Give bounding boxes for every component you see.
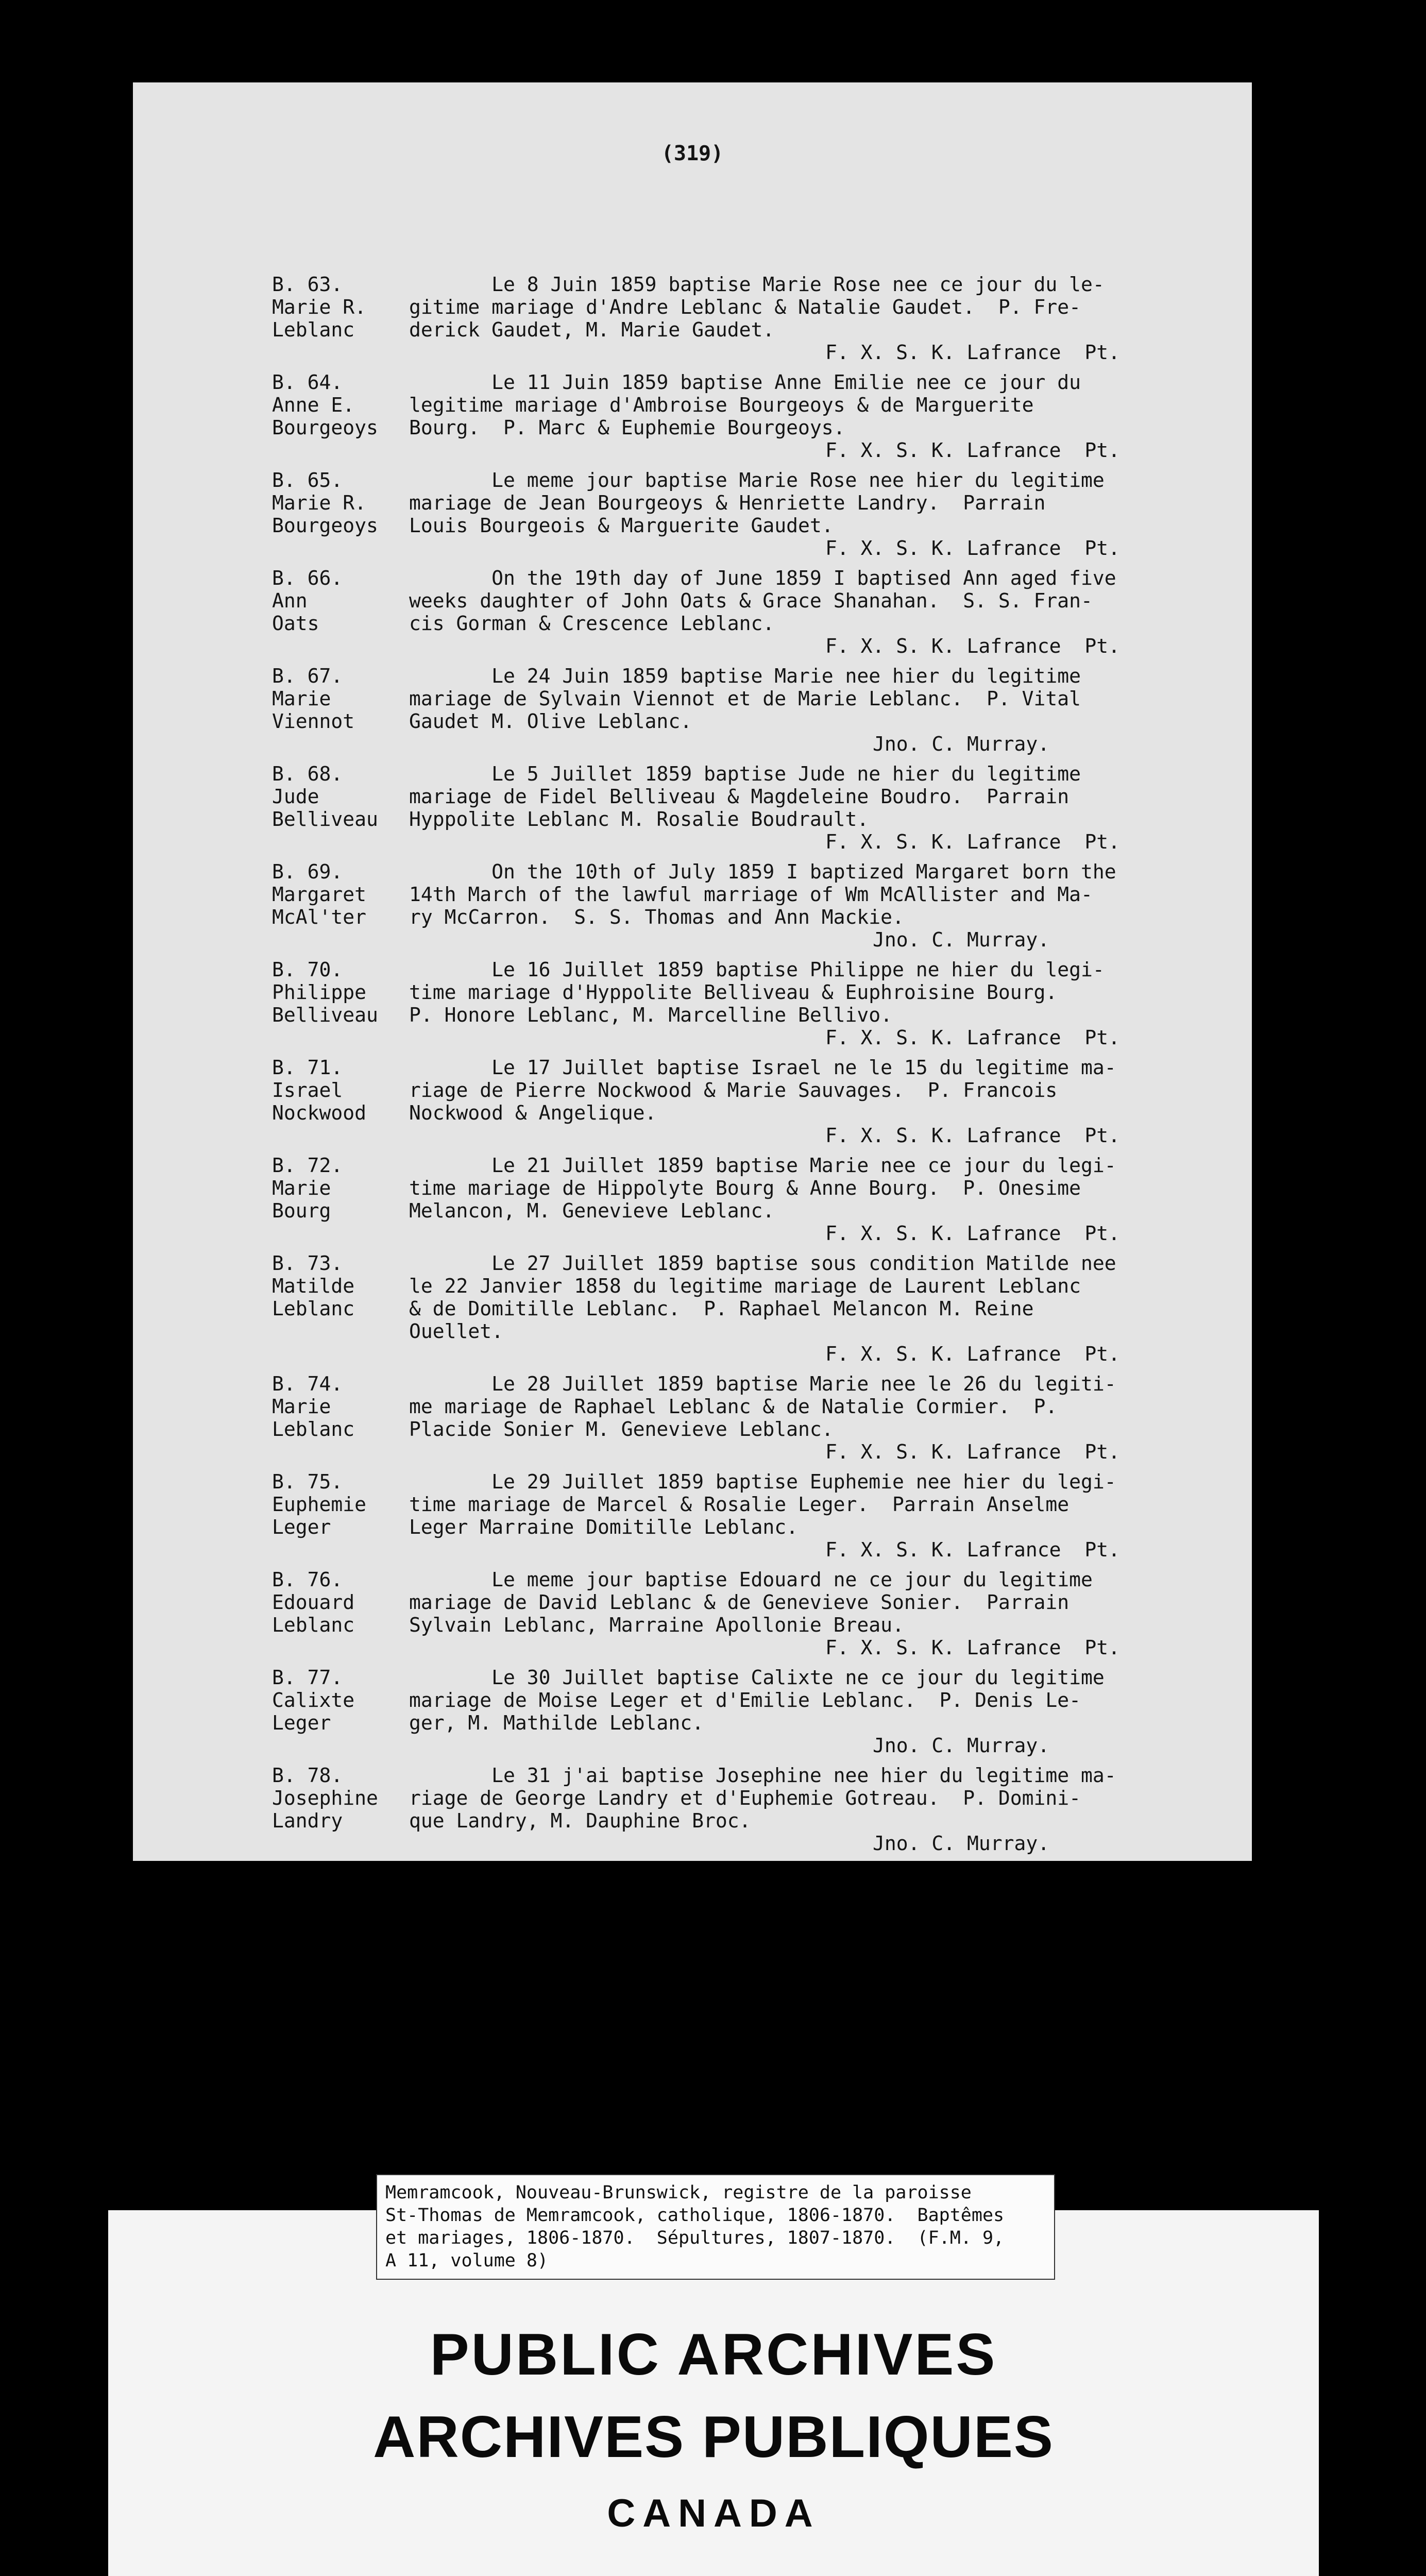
stamp-public-archives: PUBLIC ARCHIVES xyxy=(430,2322,997,2387)
entry-text: Le 8 Juin 1859 baptise Marie Rose nee ce jour du le- gitime mariage d'Andre Leblanc & Natalie Gaudet. P. Fre- derick Gaudet, M. Marie Gaudet. xyxy=(409,273,1105,341)
entry-text: On the 10th of July 1859 I baptized Margaret born the 14th March of the lawful marriage of Wm McAllister and Ma- ry McCarron. S. S. Thomas and Ann Mackie. xyxy=(409,860,1116,928)
stamp-canada: CANADA xyxy=(607,2492,820,2535)
entry-text: Le 31 j'ai baptise Josephine nee hier du legitime ma- riage de George Landry et d'Euphemie Gotreau. P. Domini- que Landry, M. Dauphine Broc. xyxy=(409,1764,1116,1832)
entry-signature: Jno. C. Murray. xyxy=(873,1734,1050,1757)
entry-text: Le 28 Juillet 1859 baptise Marie nee le 26 du legiti- me mariage de Raphael Leblanc & de Natalie Cormier. P. Placide Sonier M. Genevieve Leblanc. xyxy=(409,1372,1116,1440)
entry-signature: F. X. S. K. Lafrance Pt. xyxy=(825,1026,1120,1049)
entry-margin-note: B. 71. Israel Nockwood xyxy=(272,1056,367,1124)
entry-body xyxy=(409,1666,1241,1757)
baptism-entry xyxy=(272,273,1241,364)
baptism-entry xyxy=(272,1764,1241,1855)
entry-text: Le 17 Juillet baptise Israel ne le 15 du legitime ma- riage de Pierre Nockwood & Marie Sauvages. P. Francois Nockwood & Angelique. xyxy=(409,1056,1116,1124)
stamp-archives-publiques: ARCHIVES PUBLIQUES xyxy=(373,2404,1054,2470)
entry-margin-note: B. 78. Josephine Landry xyxy=(272,1764,378,1832)
entry-text: Le 24 Juin 1859 baptise Marie nee hier du legitime mariage de Sylvain Viennot et de Marie Leblanc. P. Vital Gaudet M. Olive Leblanc. xyxy=(409,665,1081,733)
baptism-entry xyxy=(272,665,1241,755)
entry-margin-note: B. 66. Ann Oats xyxy=(272,567,343,635)
entry-signature: F. X. S. K. Lafrance Pt. xyxy=(825,1440,1120,1463)
entry-margin-note: B. 70. Philippe Belliveau xyxy=(272,958,378,1026)
entry-margin-note: B. 74. Marie Leblanc xyxy=(272,1372,355,1440)
baptism-entries xyxy=(272,273,1241,1861)
entry-margin-note: B. 77. Calixte Leger xyxy=(272,1666,355,1734)
baptism-entry xyxy=(272,469,1241,560)
baptism-entry xyxy=(272,1154,1241,1245)
baptism-entry xyxy=(272,958,1241,1049)
entry-body xyxy=(409,762,1241,853)
entry-text: Le 16 Juillet 1859 baptise Philippe ne hier du legi- time mariage d'Hyppolite Belliveau & Euphroisine Bourg. P. Honore Leblanc, M. Marcelline Bellivo. xyxy=(409,958,1105,1026)
entry-signature: F. X. S. K. Lafrance Pt. xyxy=(825,1343,1120,1365)
entry-body xyxy=(409,1764,1241,1855)
entry-text: Le 30 Juillet baptise Calixte ne ce jour du legitime mariage de Moise Leger et d'Emilie Leblanc. P. Denis Le- ger, M. Mathilde Leblanc. xyxy=(409,1666,1105,1734)
entry-text: On the 19th day of June 1859 I baptised Ann aged five weeks daughter of John Oats & Grace Shanahan. S. S. Fran- cis Gorman & Crescence Leblanc. xyxy=(409,567,1116,635)
entry-signature: Jno. C. Murray. xyxy=(873,928,1050,951)
entry-text: Le 29 Juillet 1859 baptise Euphemie nee hier du legi- time mariage de Marcel & Rosalie Leger. Parrain Anselme Leger Marraine Domitille Leblanc. xyxy=(409,1470,1116,1538)
entry-signature: Jno. C. Murray. xyxy=(873,1832,1050,1855)
entry-signature: F. X. S. K. Lafrance Pt. xyxy=(825,537,1120,560)
entry-signature: F. X. S. K. Lafrance Pt. xyxy=(825,635,1120,657)
entry-margin-note: B. 72. Marie Bourg xyxy=(272,1154,343,1222)
entry-body xyxy=(409,273,1241,364)
entry-margin-note: B. 69. Margaret McAl'ter xyxy=(272,860,367,928)
entry-signature: Jno. C. Murray. xyxy=(873,733,1050,755)
entry-signature: F. X. S. K. Lafrance Pt. xyxy=(825,1538,1120,1561)
entry-signature: F. X. S. K. Lafrance Pt. xyxy=(825,439,1120,462)
entry-margin-note: B. 73. Matilde Leblanc xyxy=(272,1252,355,1320)
entry-margin-note: B. 75. Euphemie Leger xyxy=(272,1470,367,1538)
entry-body xyxy=(409,1252,1241,1365)
entry-body xyxy=(409,371,1241,462)
entry-text: Le meme jour baptise Edouard ne ce jour du legitime mariage de David Leblanc & de Genevieve Sonier. Parrain Sylvain Leblanc, Marraine Apollonie Breau. xyxy=(409,1568,1093,1636)
entry-body xyxy=(409,1154,1241,1245)
baptism-entry xyxy=(272,567,1241,657)
entry-margin-note: B. 65. Marie R. Bourgeoys xyxy=(272,469,378,537)
baptism-entry xyxy=(272,1056,1241,1147)
entry-text: Le meme jour baptise Marie Rose nee hier du legitime mariage de Jean Bourgeoys & Henriette Landry. Parrain Louis Bourgeois & Marguerite Gaudet. xyxy=(409,469,1105,537)
entry-text: Le 27 Juillet 1859 baptise sous condition Matilde nee le 22 Janvier 1858 du legitime mariage de Laurent Leblanc & de Domitille Leblanc. P. Raphael Melancon M. Reine Ouellet. xyxy=(409,1252,1116,1343)
baptism-entry xyxy=(272,1666,1241,1757)
entry-margin-note: B. 63. Marie R. Leblanc xyxy=(272,273,367,341)
entry-signature: F. X. S. K. Lafrance Pt. xyxy=(825,1124,1120,1147)
entry-text: Le 5 Juillet 1859 baptise Jude ne hier du legitime mariage de Fidel Belliveau & Magdeleine Boudro. Parrain Hyppolite Leblanc M. Rosalie Boudrault. xyxy=(409,762,1081,831)
entry-margin-note: B. 76. Edouard Leblanc xyxy=(272,1568,355,1636)
baptism-entry xyxy=(272,1372,1241,1463)
baptism-entry xyxy=(272,371,1241,462)
entry-body xyxy=(409,1056,1241,1147)
source-label: Memramcook, Nouveau-Brunswick, registre de la paroisse St-Thomas de Memramcook, catholique, 1806-1870. Baptêmes et mariages, 1806-1870. Sépultures, 1807-1870. (F.M. 9, A 11, volume 8) xyxy=(376,2174,1055,2280)
entry-body xyxy=(409,1470,1241,1561)
entry-margin-note: B. 67. Marie Viennot xyxy=(272,665,355,733)
entry-body xyxy=(409,469,1241,560)
entry-text: Le 11 Juin 1859 baptise Anne Emilie nee ce jour du legitime mariage d'Ambroise Bourgeoys & de Marguerite Bourg. P. Marc & Euphemie Bourgeoys. xyxy=(409,371,1081,439)
baptism-entry xyxy=(272,762,1241,853)
entry-signature: F. X. S. K. Lafrance Pt. xyxy=(825,831,1120,853)
entry-signature: F. X. S. K. Lafrance Pt. xyxy=(825,1222,1120,1245)
baptism-entry xyxy=(272,860,1241,951)
entry-body xyxy=(409,665,1241,755)
entry-text: Le 21 Juillet 1859 baptise Marie nee ce jour du legi- time mariage de Hippolyte Bourg & Anne Bourg. P. Onesime Melancon, M. Genevieve Leblanc. xyxy=(409,1154,1116,1222)
entry-margin-note: B. 64. Anne E. Bourgeoys xyxy=(272,371,378,439)
entry-signature: F. X. S. K. Lafrance Pt. xyxy=(825,1636,1120,1659)
entry-body xyxy=(409,1568,1241,1659)
entry-body xyxy=(409,567,1241,657)
page-number: (319) xyxy=(661,142,724,165)
entry-signature: F. X. S. K. Lafrance Pt. xyxy=(825,341,1120,364)
baptism-entry xyxy=(272,1252,1241,1365)
entry-margin-note: B. 68. Jude Belliveau xyxy=(272,762,378,831)
entry-body xyxy=(409,958,1241,1049)
baptism-entry xyxy=(272,1470,1241,1561)
entry-body xyxy=(409,1372,1241,1463)
register-page xyxy=(133,82,1252,1861)
baptism-entry xyxy=(272,1568,1241,1659)
entry-body xyxy=(409,860,1241,951)
